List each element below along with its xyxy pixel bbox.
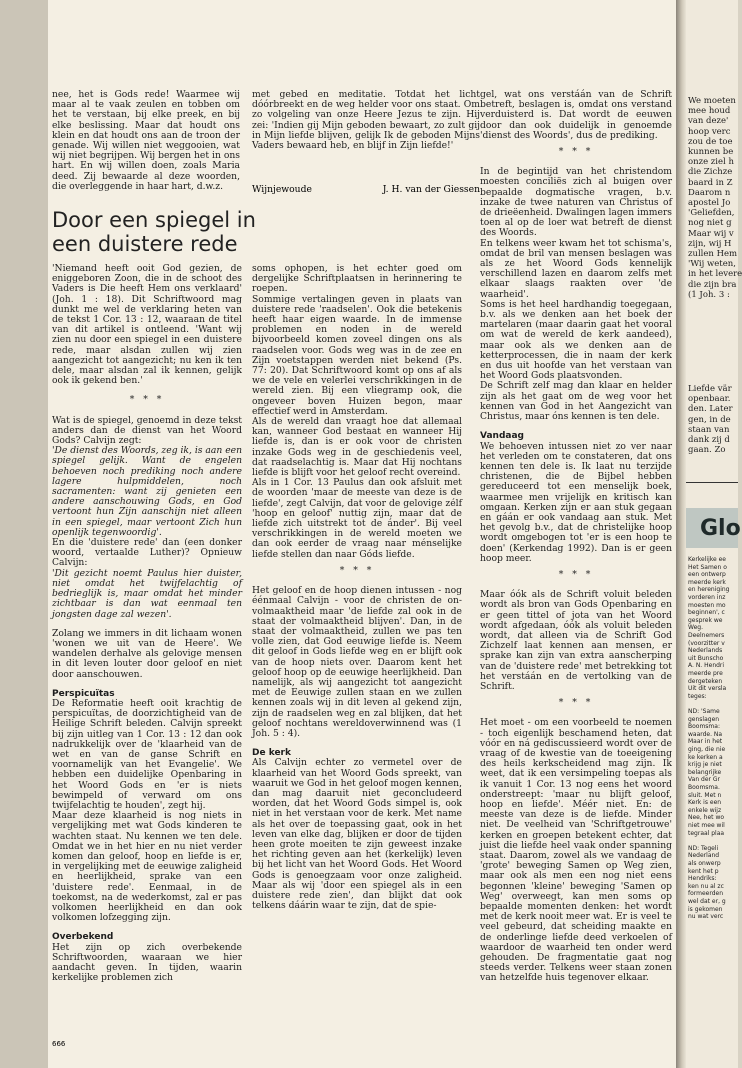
right-page-line: formeerden <box>688 890 724 898</box>
right-page-line: Nee, het wo <box>688 814 725 822</box>
paragraph: 'Niemand heeft ooit God gezien, de eniggeboren Zoon, die in de schoot des Vaders is Die heeft Hem ons verklaard' (Joh. 1 : 18). Dit Schriftwoord mag dunkt me wel de verklaring heten van de tekst 1 Cor. 13 : 12, waaraan de titel van dit artikel is ontleend. 'Want wij zien nu door een spiegel in een duistere rede, maar alsdan zullen wij zien aangezicht tot aangezicht; nu ken ik ten dele, maar alsdan zal ik kennen, gelijk ook ik gekend ben.' <box>52 263 242 387</box>
prev-article-col2 <box>252 90 480 180</box>
right-page-line: kunnen be <box>688 147 734 157</box>
right-page-line: sluit. Met n <box>688 791 722 799</box>
paragraph: Als in 1 Cor. 13 Paulus dan ook afsluit met de woorden 'maar de meeste van deze is de liefde', zegt Calvijn, dat voor de gelovige zélf 'hoop en geloof' nuttig zijn, maar dat de liefde zich uitstrekt tot de ánder'. Bij veel verschrikkingen in de wereld moeten we dan ook eerder de vraag naar ménselijke liefde stellen dan naar Góds liefde. <box>252 477 462 560</box>
right-page-line: baard in Z <box>688 177 733 188</box>
left-edge <box>0 0 48 1068</box>
right-page-line: gaan. Zo <box>688 445 726 456</box>
right-page-line: ke kerken a <box>688 753 723 761</box>
right-page-line: Weg. <box>688 624 703 632</box>
right-page-line: Deelnemers <box>688 632 725 639</box>
right-page-line: (1 Joh. 3 : <box>688 289 730 300</box>
right-page-line: ND: 'Same <box>688 708 720 715</box>
right-page-line: meerde pre <box>688 670 723 677</box>
paragraph: De Reformatie heeft ooit krachtig de perspicuïtas, de doorzichtigheid van de Heilige Schrift beleden. Calvijn spreekt bij zijn uitleg van 1 Cor. 13 : 12 dan ook nadrukkelijk over de 'klaarheid van de wet en van de ganse Schrift en voornamelijk van het Evangelie'. We hebben een duidelijke Openbaring in het Woord Gods en 'er is niets bewimpeld of verward om ons twijfelachtig te houden', zegt hij. <box>52 697 242 811</box>
right-page-line: Het Samen o <box>688 563 727 571</box>
right-page-line: beginnen', c <box>688 609 725 617</box>
paragraph: In de begintijd van het christendom moesten conciliës zich al buigen over bepaalde dogmatische vragen, b.v. inzake de twee naturen van Christus of de drieëenheid. Dwalingen lagen immers toen al op de loer wat betreft de dienst des Woords. <box>480 166 672 239</box>
right-page-line: dank zij d <box>688 435 730 445</box>
right-page-line: als onwerp <box>688 860 721 867</box>
paragraph: soms ophopen, is het echter goed om dergelijke Schriftplaatsen in herinnering te roepen. <box>252 263 462 295</box>
paragraph: En die 'duistere rede' dan (een donker woord, vertaalde Luther)? Opnieuw Calvijn: <box>52 537 242 569</box>
article-headline: Door een spiegel in een duistere rede <box>52 208 256 256</box>
right-page-line: tegraal plaa <box>688 829 725 837</box>
right-page-line: Daarom n <box>688 187 731 198</box>
right-page <box>686 0 742 1068</box>
right-page-line: uit Bunscho <box>688 654 724 662</box>
paragraph: Maar óók als de Schrift voluit beleden wordt als bron van Gods Openbaring en er geen tittel of jota van het Woord wordt afgedaan, óók als voluit beleden wordt, dat alleen via de Schrift God Zichzelf laat kennen aan mensen, er sprake kan zijn van extra aanscherping van de 'duistere rede' met betrekking tot het verstáán en de vertolking van de Schrift. <box>480 589 672 692</box>
right-page-line: die Zichze <box>688 167 733 178</box>
right-page-line: gesprek we <box>688 616 723 624</box>
paragraph: Als de wereld dan vraagt hoe dat allemaal kan, wanneer God bestaat en wanneer Hij liefde is, dan is er ook voor de christen inzake Gods weg in de geschiedenis veel, dat raadselachtig is. Maar dat Hij nochtans liefde is blijft voor het geloof recht overeind. <box>252 416 462 479</box>
right-page-line: zou de toe <box>688 136 733 147</box>
right-page-heading: Glo <box>700 516 741 541</box>
article-signature <box>252 184 480 195</box>
right-page-line: en hereniging <box>688 586 730 594</box>
right-page-line: onze ziel h <box>688 157 734 168</box>
right-page-line: Hendriks: <box>688 875 717 883</box>
right-page-line: Maar in het <box>688 738 723 746</box>
divider-line <box>686 482 738 483</box>
paragraph: We behoeven intussen niet zo ver naar het verleden om te constateren, dat ons kennen ten dele is. Ik laat nu terzijde christenen, die de Bijbel hebben gereduceerd tot een menselijk boek, waarmee men vrijelijk en kritisch kan omgaan. Kerken zijn er aan stuk gegaan en gáán er ook vandaag aan stuk. Met het gevolg b.v., dat de christelijke hoop wordt omgebogen tot 'er is een hoop te doen' (Kerkendag 1992). Dan is er geen hoop meer. <box>480 440 672 564</box>
right-page-line: moesten mo <box>688 601 726 609</box>
right-page-line: ND: Tegeli <box>688 844 719 852</box>
prev-article-col1 <box>52 89 240 192</box>
right-page-line: gen, in de <box>688 414 731 425</box>
paragraph: gel, wat ons verstáán van de Schrift betreft, beslagen is, omdat ons verstand verduisterd is. Dat wordt de eeuwen door dan ook duidelijk in genoemde 'dienst des Woords', dus de prediking. <box>480 89 672 141</box>
right-page-line: kent het p <box>688 867 719 875</box>
right-page-line: nog niet g <box>688 218 732 229</box>
right-page-line: openbaar. <box>688 394 731 405</box>
article-col1 <box>52 264 242 1034</box>
prev-article-text2: met gebed en meditatie. Totdat het licht dóórbreekt en de weg helder voor ons staat. Om zo volgeling van onze Heere Jezus te zijn. Hij zei: 'Indien gij Mijn geboden bewaart, zo zult gij in Mijn liefde blijven, gelijk Ik de geboden Mijns Vaders bewaard heb, en blijf in Zijn liefde!' <box>252 89 480 152</box>
right-page-line: wel dat er, g <box>688 898 726 905</box>
right-page-line: zullen Hem <box>688 249 738 259</box>
paragraph: Het moet - om een voorbeeld te noemen - toch eigenlijk beschamend heten, dat vóór en ná gediscussieerd wordt over de vraag of de kwestie van de toeeigening des heils kerkscheidend mag zijn. Ik weet, dat ik een versimpeling toepas als ik vanuit 1 Cor. 13 nog eens het woord onderstreept: 'maar nu blijft geloof, hoop en liefde'. Méér niet. En: de meeste van deze is de liefde. Minder niet. De veelheid van 'Schriftgetrouwe' kerken en groepen betekent echter, dat juist die liefde heel vaak onder spanning staat. Daarom, zowel als we vandaag de 'grote' beweging Samen op Weg zien, maar ook als men een nog niet eens begonnen 'kleine' beweging 'Samen op Weg' overweegt, kan men soms op bepaalde momenten denken: het wordt met de kerk nooit meer wat. Er is veel te veel gebeurd, dat scheiding maakte en de onderlinge liefde deed verkoelen of waardoor de waarheid ten onder werd gehouden. De fragmentatie gaat nog steeds verder. Telkens weer staan zonen van hetzelfde huis tegenover elkaar. <box>480 717 672 984</box>
signature-place: Wijnjewoude <box>252 184 312 195</box>
signature-author: J. H. van der Giessen <box>382 184 480 195</box>
right-page-line: Boomsma: <box>688 723 720 731</box>
right-page-line: We moeten <box>688 96 736 106</box>
right-page-line: den. Later <box>688 404 733 415</box>
quote: 'Dit gezicht noemt Paulus hier duister, niet omdat het twijfelachtig of bedrieglijk is, maar omdat het minder zichtbaar is dan wat eenmaal ten jongsten dage zal wezen'. <box>52 567 242 620</box>
paragraph: Zolang we immers in dit lichaam wonen 'wonen we uit van de Heere'. We wandelen derhalve als gelovige mensen in dit leven louter door geloof en niet door aanschouwen. <box>52 627 242 680</box>
right-page-line: 'Geliefden, <box>688 208 735 219</box>
right-page-line: enkele wijz <box>688 806 722 814</box>
right-page-line: genslagen <box>688 715 720 723</box>
section-divider: * * * <box>558 568 594 580</box>
right-page-line: nu wat verc <box>688 913 724 921</box>
right-page-line: A. N. Hendri <box>688 662 725 670</box>
paragraph: Het zijn op zich overbekende Schriftwoorden, waaraan we hier aandacht geven. In tijden, waarin kerkelijke problemen zich <box>52 941 242 984</box>
right-page-line: Boomsma. <box>688 784 720 791</box>
paragraph: Soms is het heel hardhandig toegegaan, b.v. als we denken aan het boek der martelaren (maar daarin gaat het vooral om wat de wereld de kerk aandeed), maar ook als we denken aan de ketterprocessen, die in naam der kerk en dus uit hoofde van het verstaan van het Woord Gods plaatsvonden. <box>480 298 672 382</box>
right-page-line: niet mee wil <box>688 822 725 829</box>
subheading: De kerk <box>252 748 291 759</box>
section-divider: * * * <box>129 394 165 406</box>
subheading: Perspicuïtas <box>52 688 115 699</box>
right-page-line: een ontwerp <box>688 571 726 579</box>
right-page-line: staan van <box>688 424 730 435</box>
right-page-line: Maar wij v <box>688 228 734 239</box>
right-page-line: Nederlands <box>688 647 723 655</box>
paragraph: Als Calvijn echter zo vermetel over de klaarheid van het Woord Gods spreekt, van waaruit we God in het geloof mogen kennen, dan mag daaruit niet geconcludeerd worden, dat het Woord Gods simpel is, ook niet in het verstaan voor de kerk. Met name als het over de toepassing gaat, ook in het leven van elke dag, blijken er door de tijden heen grote moeiten te zijn geweest inzake het richting geven aan het (kerkelijk) leven bij het licht van het Woord Gods. Het Woord Gods is genoegzaam voor onze zaligheid. Maar als wij 'door een spiegel als in een duistere rede zien', dan blijkt dat ook telkens dáárin waar te zijn, dat de spie- <box>252 757 462 912</box>
paragraph: Sommige vertalingen geven in plaats van duistere rede 'raadselen'. Ook die betekenis heeft haar eigen waarde. In de immense problemen en noden in de wereld bijvoorbeeld komen zoveel dingen ons als raadselen voor. Gods weg was in de zee en Zijn voetstappen werden niet bekend (Ps. 77: 20). Dat Schriftwoord komt op ons af als we de vele en velerlei verschrikkingen in de wereld zien. Bij een vliegramp ook, die ongeveer boven Huizen begon, maar effectief werd in Amsterdam. <box>252 293 462 417</box>
section-divider: * * * <box>339 564 375 576</box>
right-page-line: van deze' <box>688 116 729 127</box>
right-page-line: Liefde vär <box>688 384 732 394</box>
right-page-line: in het levere <box>688 269 742 280</box>
right-page-line: apostel Jo <box>688 198 731 208</box>
right-page-line: meerde kerk <box>688 578 726 586</box>
right-page-line: 'Wij weten, <box>688 259 736 270</box>
right-page-line: hoop verc <box>688 126 731 137</box>
right-page-heading-box <box>686 508 741 548</box>
right-page-line: Kerk is een <box>688 799 722 807</box>
right-page-line: (voorzitter v <box>688 639 725 647</box>
paragraph: En telkens weer kwam het tot schisma's, omdat de bril van mensen beslagen was als ze het Woord Gods kennelijk verschillend lazen en daarom zelfs met elkaar slaags raakten over 'de waarheid'. <box>480 237 672 300</box>
right-page-line: zijn, wij H <box>688 238 732 249</box>
article-col2 <box>252 264 462 1034</box>
right-page-line: ging, die nie <box>688 746 726 753</box>
right-page-line: mee houd <box>688 106 731 117</box>
right-page-line: dergeteken <box>688 677 723 685</box>
right-page-line: is gekomen <box>688 905 723 913</box>
right-page-line: Van der Gr <box>688 776 721 784</box>
paragraph: Het geloof en de hoop dienen intussen - nog éénmaal Calvijn - voor de christen de on-volmaaktheid maar 'de liefde zal ook in de staat der volmaaktheid blijven'. Dan, in de staat der volmaaktheid, zullen we pas ten volle zien, dat God eeuwige liefde is. Neem dit geloof in Gods liefde weg en er blijft ook van de hoop niets over. Daarom kent het geloof hoop op de eeuwige heerlijkheid. Dan namelijk, als wij aangezicht tot aangezicht met de Eeuwige zullen staan en we zullen kennen zoals wij in dit leven al gekend zijn, zijn de raadselen weg en zal blijken, dat het geloof nochtans wereldoverwinnend was (1 Joh. 5 : 4). <box>252 585 462 739</box>
subheading: Overbekend <box>52 932 114 943</box>
right-page-line: belangrijke <box>688 768 722 776</box>
right-page-line: Nederland <box>688 852 720 860</box>
right-page-line: vorderen inz <box>688 594 726 601</box>
right-page-line: die zijn bra <box>688 279 737 290</box>
prev-article-text1: nee, het is Gods rede! Waarmee wij maar al te vaak zeulen en tobben om het te verstaan, bij elke preek, en bij elke beslissing. Maar dat houdt ons klein en dat houdt ons aan de troon der genade. Wij willen niet weggooien, wat wij niet begrijpen. Wij bergen het in ons hart. En wij willen doen, zoals Maria deed. Zij bewaarde al deze woorden, die overleggende in haar hart, d.w.z. <box>52 89 240 192</box>
section-divider: * * * <box>558 697 594 709</box>
paragraph: Maar deze klaarheid is nog niets in vergelijking met wat Gods kinderen te wachten staat. Nu kennen we ten dele. Omdat we in het hier en nu niet verder komen dan geloof, hoop en liefde is er, in vergelijking met de eeuwige zaligheid en heerlijkheid, sprake van een 'duistere rede'. Eenmaal, in de toekomst, na de wederkomst, zal er pas volkomen heerlijkheid en dan ook volkomen lofzegging zijn. <box>52 810 242 924</box>
subheading: Vandaag <box>480 431 524 442</box>
right-page-line: teges: <box>688 692 707 700</box>
page-gutter <box>676 0 686 1068</box>
right-page-line: Kerkelijke ee <box>688 556 726 563</box>
right-page-line: krijg je niet <box>688 761 722 769</box>
article-col3 <box>480 90 672 1034</box>
paragraph: De Schrift zelf mag dan klaar en helder zijn als het gaat om de weg voor het kennen van God in het Aangezicht van Christus, maar óns kennen is ten dele. <box>480 380 672 423</box>
paragraph: Wat is de spiegel, genoemd in deze tekst anders dan de dienst van het Woord Gods? Calvijn zegt: <box>52 414 242 447</box>
right-page-line: ken nu al zc <box>688 882 724 890</box>
section-divider: * * * <box>558 146 594 158</box>
quote: 'De dienst des Woords, zeg ik, is aan een spiegel gelijk. Want de engelen behoeven noch prediking noch andere lagere hulpmiddelen, noch sacramenten: want zij genieten een andere aanschouwing Gods, en God vertoont hun Zijn aanschijn niet alleen in een spiegel, maar vertoont Zich hun openlijk tegenwoordig'. <box>52 445 242 538</box>
right-page-line: waarde. Na <box>688 730 723 738</box>
right-page-line: Uit dit versla <box>688 685 727 693</box>
page-number: 666 <box>52 1040 66 1048</box>
